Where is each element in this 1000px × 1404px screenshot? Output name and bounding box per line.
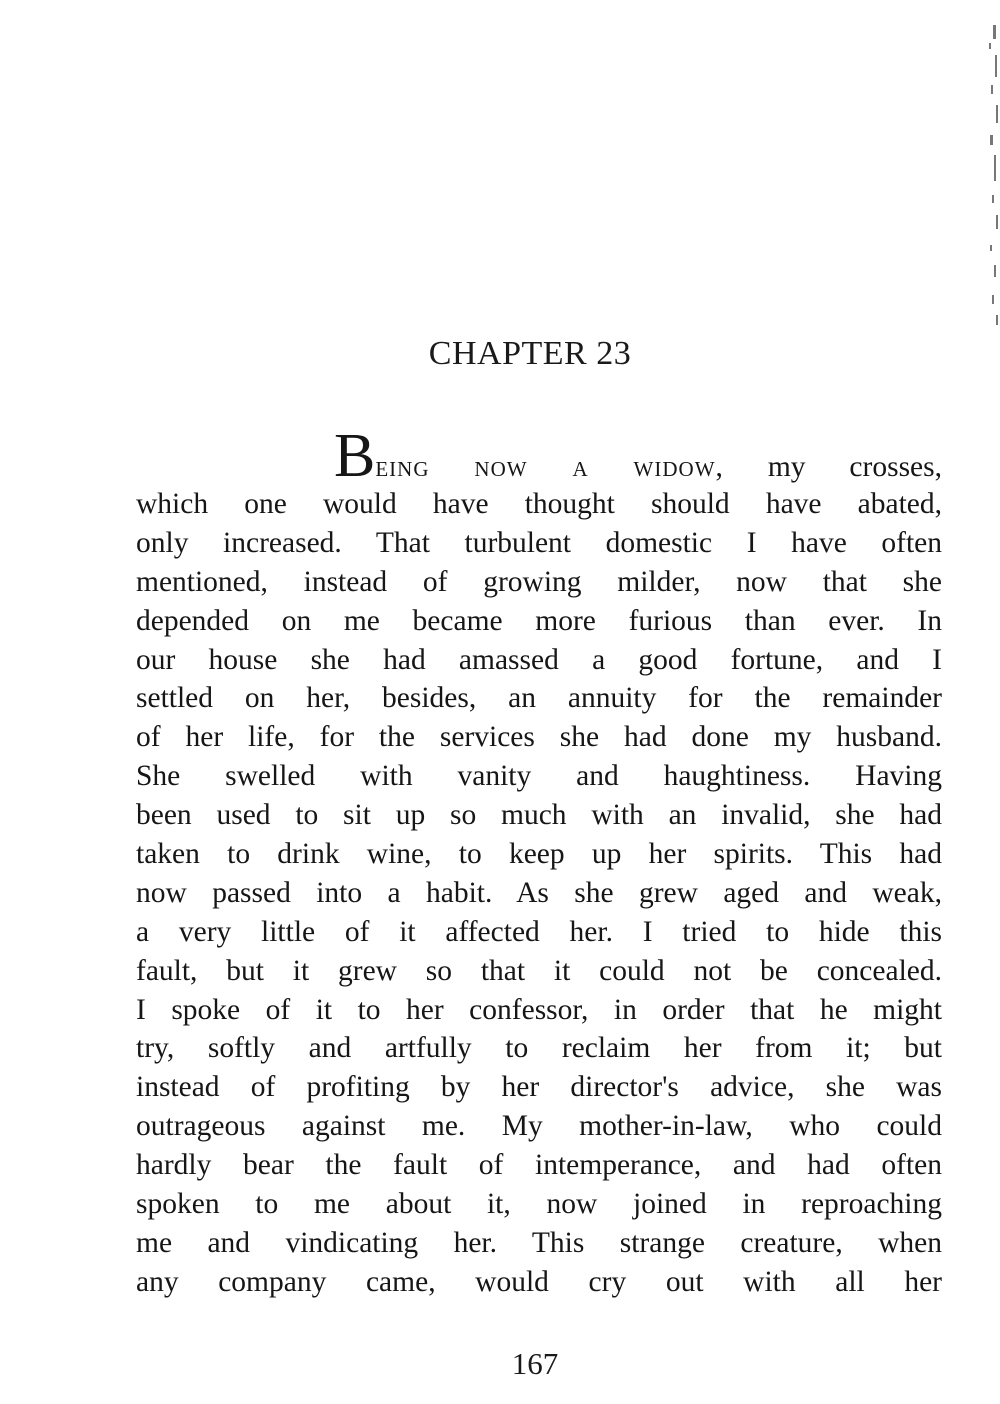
drop-cap-initial: B xyxy=(334,422,376,490)
text-line: of her life, for the services she had done my husband. xyxy=(136,721,942,754)
opening-line xyxy=(136,422,942,490)
chapter-title: CHAPTER 23 xyxy=(428,335,632,372)
text-line: instead of profiting by her director's advice, she was xyxy=(136,1071,942,1104)
text-line: fault, but it grew so that it could not be concealed. xyxy=(136,954,942,987)
text-line: me and vindicating her. This strange creature, when xyxy=(136,1226,942,1259)
page-number: 167 xyxy=(511,1346,559,1381)
text-line: outrageous against me. My mother-in-law, who could xyxy=(136,1110,942,1143)
opening-small-caps: eing now a widow, xyxy=(375,451,724,483)
text-line: spoken to me about it, now joined in reproaching xyxy=(136,1188,942,1221)
text-line: any company came, would cry out with all her xyxy=(136,1265,942,1298)
text-line: settled on her, besides, an annuity for the remainder xyxy=(136,682,942,715)
text-line: depended on me became more furious than ever. In xyxy=(136,604,942,637)
text-line: a very little of it affected her. I tried to hide this xyxy=(136,915,942,948)
text-line: I spoke of it to her confessor, in order that he might xyxy=(136,993,942,1026)
text-line: been used to sit up so much with an invalid, she had xyxy=(136,799,942,832)
text-line: try, softly and artfully to reclaim her from it; but xyxy=(136,1032,942,1065)
text-line: our house she had amassed a good fortune, and I xyxy=(136,643,942,676)
text-line: taken to drink wine, to keep up her spirits. This had xyxy=(136,838,942,871)
text-line: now passed into a habit. As she grew aged and weak, xyxy=(136,876,942,909)
scan-edge-artifact xyxy=(978,15,1000,345)
chapter-body xyxy=(136,422,942,1302)
text-line: She swelled with vanity and haughtiness. Having xyxy=(136,760,942,793)
text-line: which one would have thought should have abated, xyxy=(136,488,942,520)
text-line: hardly bear the fault of intemperance, and had often xyxy=(136,1149,942,1182)
opening-rest: my crosses, xyxy=(723,451,942,483)
text-line: mentioned, instead of growing milder, now that she xyxy=(136,565,942,598)
text-line: only increased. That turbulent domestic I have often xyxy=(136,526,942,559)
